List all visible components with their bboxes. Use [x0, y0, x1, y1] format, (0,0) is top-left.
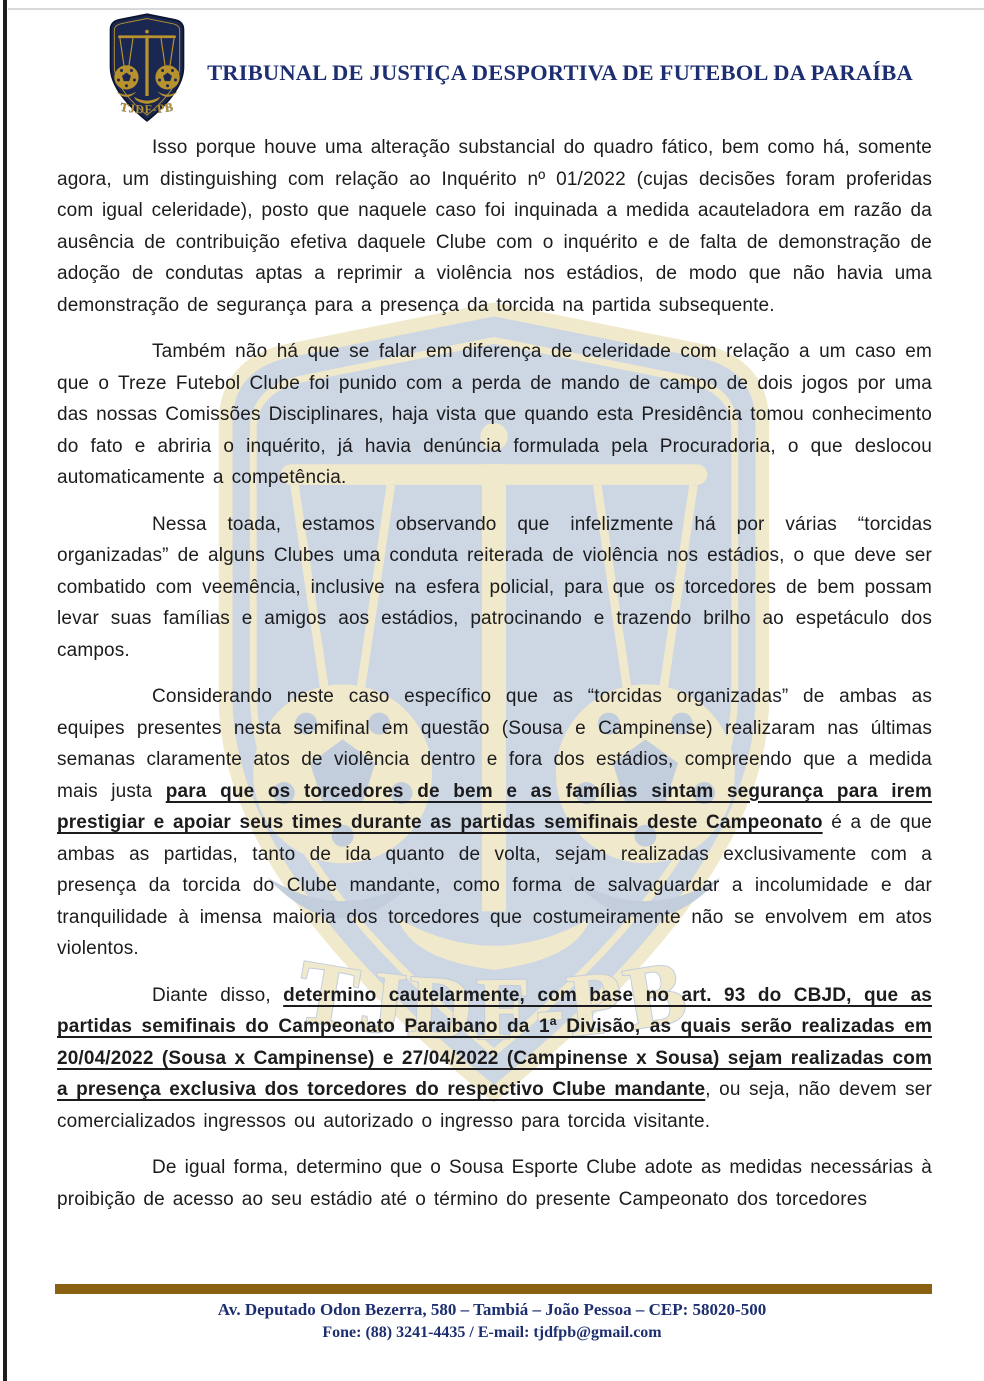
- paragraph-5: [57, 980, 932, 1138]
- paragraph-2: [57, 336, 932, 494]
- paragraph-text: Isso porque houve uma alteração substancial do quadro fático, bem como há, somente agora, um distinguishing com relação ao Inquérito nº 01/2022 (cujas decisões foram proferidas com igual celeridade), posto que naquele caso foi inquinada a medida acauteladora em razão da ausência de contribuição efetiva daquele Clube com o inquérito e de falta de demonstração de adoção de condutas aptas a reprimir a violência nos estádios, de modo que não havia uma demonstração de segurança para a presença da torcida na partida subsequente.: [57, 137, 932, 316]
- paragraph-3: [57, 509, 932, 667]
- paragraph-text: De igual forma, determino que o Sousa Esporte Clube adote as medidas necessárias à proibição de acesso ao seu estádio até o término do presente Campeonato dos torcedores: [57, 1157, 932, 1210]
- crest-acronym-text: TJDF-PB: [119, 99, 175, 117]
- paragraph-1: [57, 132, 932, 321]
- emphasized-ruling-text: determino cautelarmente, com base no art. 93 do CBJD, que as partidas semifinais do Campeonato Paraibano da 1ª Divisão, as quais serão realizadas em 20/04/2022 (Sousa x Campinense) e 27/04/2022 (Campinense x Sousa) sejam realizadas com a presença exclusiva dos torcedores do respectivo Clube mandante: [57, 984, 932, 1100]
- paragraph-6: [57, 1152, 932, 1215]
- paragraph-text: Considerando neste caso específico que as “torcidas organizadas” de ambas as equipes presentes nesta semifinal em questão (Sousa e Campinense) realizaram nas últimas semanas claramente atos de violência dentro e fora dos estádios, compreendo que a medida mais justa: [57, 686, 932, 802]
- paragraph-text: , ou seja, não devem ser comercializados ingressos ou autorizado o ingresso para torcida visitante.: [57, 1079, 932, 1132]
- paragraph-text: é a de que ambas as partidas, tanto de ida quanto de volta, sejam realizadas exclusivamente com a presença da torcida do Clube mandante, como forma de salvaguardar a incolumidade e dar tranquilidade à imensa maioria dos torcedores que costumeiramente não se envolvem em atos violentos.: [57, 812, 933, 959]
- emphasized-measure-text: para que os torcedores de bem e as famílias sintam segurança para irem prestigiar e apoiar seus times durante as partidas semifinais deste Campeonato: [57, 780, 932, 833]
- page-title: TRIBUNAL DE JUSTIÇA DESPORTIVA DE FUTEBOL DA PARAÍBA: [207, 60, 913, 85]
- letterhead: [0, 0, 984, 130]
- footer-address: Av. Deputado Odon Bezerra, 580 – Tambiá – João Pessoa – CEP: 58020-500: [217, 1300, 767, 1319]
- tjdf-crest-logo-icon: [96, 12, 198, 124]
- page-left-border: [3, 0, 7, 1381]
- crest-acronym-text: TJDF-PB: [290, 941, 698, 1060]
- footer-contact: Fone: (88) 3241-4435 / E-mail: tjdfpb@gmail.com: [322, 1324, 662, 1341]
- paragraph-4: [57, 681, 932, 965]
- footer-text-block: [0, 1298, 984, 1344]
- paragraph-text: Nessa toada, estamos observando que infelizmente há por várias “torcidas organizadas” de alguns Clubes uma conduta reiterada de violência nos estádios, o que deve ser combatido com veemência, inclusive na esfera policial, para que os torcedores de bem possam levar suas famílias e amigos aos estádios, patrocinando e trazendo brilho ao espetáculo dos campos.: [57, 513, 932, 661]
- footer-divider: [55, 1284, 932, 1294]
- paragraph-text: Também não há que se falar em diferença de celeridade com relação a um caso em que o Treze Futebol Clube foi punido com a perda de mando de campo de dois jogos por uma das nossas Comissões Disciplinares, haja vista que quando esta Presidência tomou conhecimento do fato e abriria o inquérito, já havia denúncia formulada pela Procuradoria, o que deslocou automaticamente a competência.: [57, 341, 932, 488]
- paragraph-text: Diante disso,: [152, 984, 284, 1006]
- document-body: [57, 132, 932, 1230]
